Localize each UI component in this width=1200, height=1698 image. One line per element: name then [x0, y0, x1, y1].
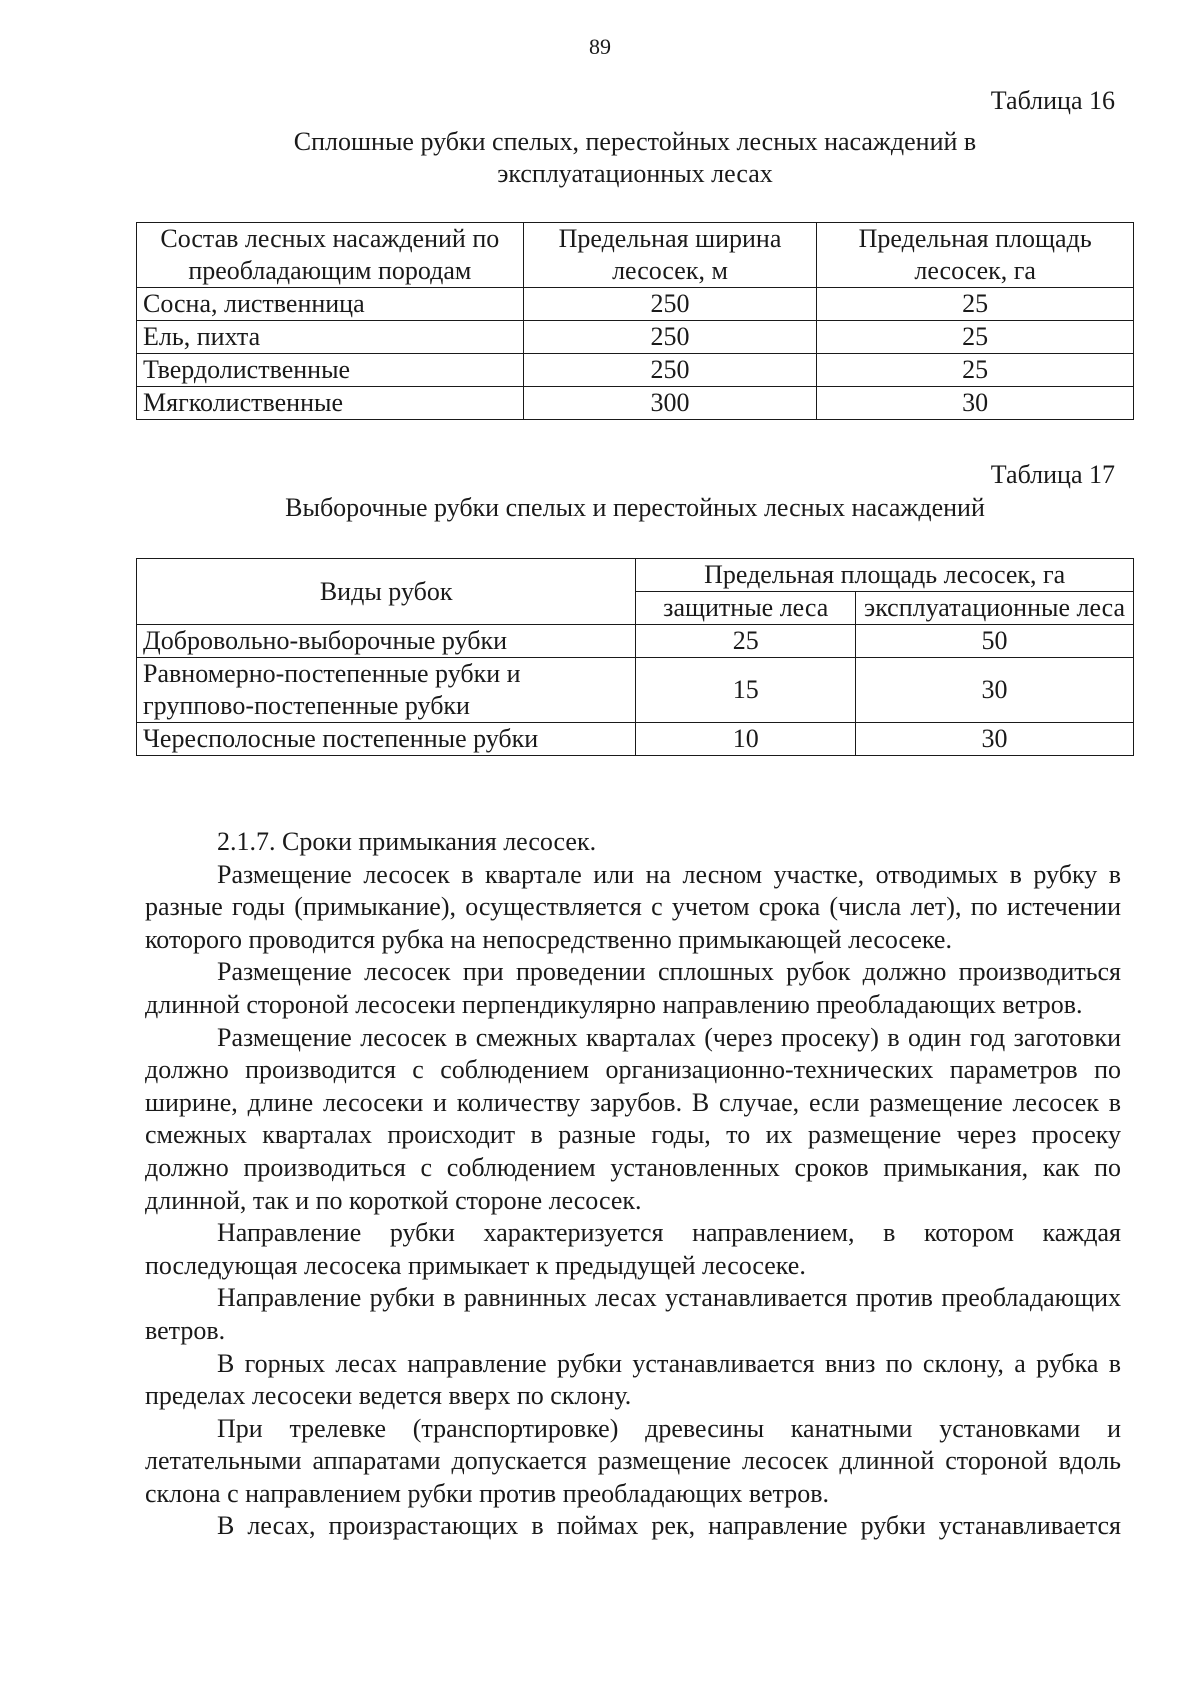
table-17-exploitation-cell: 30: [856, 723, 1134, 756]
table-row: [137, 387, 1134, 420]
table-17-protective-cell: 15: [636, 658, 856, 723]
table-17-header-row-1: [137, 559, 1134, 592]
table-row: [137, 625, 1134, 658]
table-16-species-cell: Ель, пихта: [137, 321, 524, 354]
body-text: [145, 826, 1121, 1543]
paragraph: Размещение лесосек при проведении сплошных рубок должно производиться длинной стороной лесосеки перпендикулярно направлению преобладающих ветров.: [145, 957, 1121, 1019]
table-16-species-cell: Сосна, лиственница: [137, 288, 524, 321]
table-row: [137, 321, 1134, 354]
table-17-header-exploitation: эксплуатационные леса: [856, 592, 1134, 625]
paragraph: Размещение лесосек в смежных кварталах (через просеку) в один год заготовки должно производится с соблюдением организационно-технических параметров по ширине, длине лесосеки и количеству зарубов. В случае, если размещение лесосек в смежных кварталах происходит в разные годы, то их размещение через просеку должно производиться с соблюдением установленных сроков примыкания, как по длинной, так и по короткой стороне лесосек.: [145, 1022, 1121, 1215]
table-17-type-cell: Чересполосные постепенные рубки: [137, 723, 636, 756]
table-16-area-cell: 25: [817, 354, 1134, 387]
table-16-header-area: Предельная площадь лесосек, га: [817, 223, 1134, 288]
paragraph: Размещение лесосек в квартале или на лесном участке, отводимых в рубку в разные годы (примыкание), осуществляется с учетом срока (числа лет), по истечении которого проводится рубка на непосредственно примыкающей лесосеке.: [145, 859, 1121, 954]
table-row: [137, 723, 1134, 756]
table-16-title: [135, 126, 1135, 190]
table-16-header-species: Состав лесных насаждений по преобладающим породам: [137, 223, 524, 288]
table-16-species-cell: Твердолиственные: [137, 354, 524, 387]
table-17-header-protective: защитные леса: [636, 592, 856, 625]
table-16-title-line2: эксплуатационных лесах: [497, 159, 773, 188]
paragraph: В горных лесах направление рубки устанавливается вниз по склону, а рубка в пределах лесосеки ведется вверх по склону.: [145, 1348, 1121, 1411]
table-17: [136, 558, 1134, 756]
table-16-header-row: [137, 223, 1134, 288]
table-16-species-cell: Мягколиственные: [137, 387, 524, 420]
table-17-header-area: Предельная площадь лесосек, га: [636, 559, 1134, 592]
table-17-type-cell: Равномерно-постепенные рубки и групповo-постепенные рубки: [137, 658, 636, 723]
table-16: [136, 222, 1134, 420]
paragraph: Направление рубки характеризуется направлением, в котором каждая последующая лесосека примыкает к предыдущей лесосеке.: [145, 1218, 1121, 1280]
table-row: [137, 288, 1134, 321]
table-17-protective-cell: 10: [636, 723, 856, 756]
table-16-area-cell: 30: [817, 387, 1134, 420]
table-17-protective-cell: 25: [636, 625, 856, 658]
table-row: [137, 658, 1134, 723]
table-16-width-cell: 300: [523, 387, 817, 420]
paragraph: Направление рубки в равнинных лесах устанавливается против преобладающих ветров.: [145, 1283, 1121, 1345]
paragraph: При трелевке (транспортировке) древесины канатными установками и летательными аппаратами допускается размещение лесосек длинной стороной вдоль склона с направлением рубки против преобладающих ветров.: [145, 1413, 1121, 1508]
paragraph: В лесах, произрастающих в поймах рек, направление рубки устанавливается: [217, 1511, 1121, 1541]
table-16-width-cell: 250: [523, 288, 817, 321]
table-16-area-cell: 25: [817, 321, 1134, 354]
table-17-exploitation-cell: 50: [856, 625, 1134, 658]
table-16-width-cell: 250: [523, 354, 817, 387]
table-row: [137, 354, 1134, 387]
table-16-width-cell: 250: [523, 321, 817, 354]
page-number: 89: [589, 34, 611, 59]
table-17-label: Таблица 17: [990, 460, 1115, 489]
table-17-title: Выборочные рубки спелых и перестойных лесных насаждений: [285, 493, 985, 522]
table-16-title-line1: Сплошные рубки спелых, перестойных лесных насаждений в: [293, 127, 977, 156]
table-16-area-cell: 25: [817, 288, 1134, 321]
table-16-header-width: Предельная ширина лесосек, м: [523, 223, 817, 288]
table-17-type-cell: Добровольно-выборочные рубки: [137, 625, 636, 658]
table-17-exploitation-cell: 30: [856, 658, 1134, 723]
table-16-label: Таблица 16: [990, 86, 1115, 115]
table-17-header-type: Виды рубок: [137, 559, 636, 625]
section-heading: 2.1.7. Сроки примыкания лесосек.: [217, 827, 597, 856]
